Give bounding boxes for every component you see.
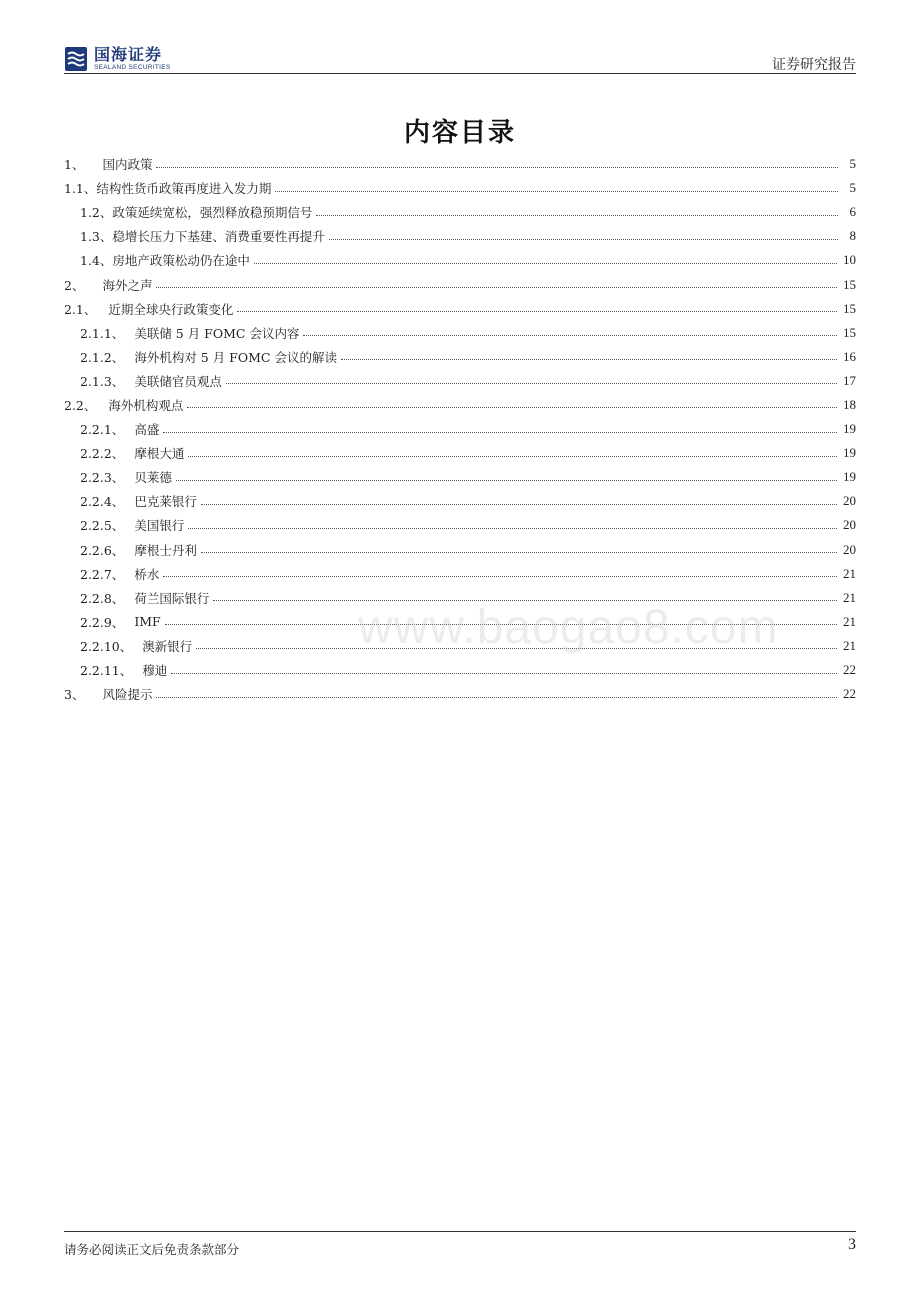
toc-entry-page: 19: [843, 469, 856, 485]
toc-entry[interactable]: [64, 658, 856, 682]
logo-chinese-name: 国海证券: [94, 44, 163, 64]
toc-entry-number: 1、: [64, 157, 85, 173]
toc-entry-page: 5: [849, 156, 856, 172]
toc-entry-title: 海外机构观点: [108, 397, 184, 413]
toc-dot-leader: [156, 697, 837, 698]
toc-entry[interactable]: [64, 152, 856, 176]
toc-entry-title: 荷兰国际银行: [134, 590, 210, 606]
toc-entry-number: 3、: [64, 687, 85, 703]
toc-entry-number: 2.1.2、: [80, 349, 125, 365]
toc-entry-number: 2.1、: [64, 301, 97, 317]
toc-dot-leader: [201, 552, 837, 553]
toc-entry[interactable]: [64, 321, 856, 345]
toc-entry-page: 22: [843, 686, 856, 702]
toc-entry-title: 国内政策: [102, 157, 153, 173]
toc-dot-leader: [329, 239, 838, 240]
toc-dot-leader: [341, 359, 837, 360]
toc-entry[interactable]: [64, 176, 856, 200]
document-type: 证券研究报告: [772, 57, 856, 73]
toc-entry-number: 1.4、: [80, 253, 113, 269]
toc-entry[interactable]: [64, 272, 856, 296]
toc-entry[interactable]: [64, 610, 856, 634]
toc-dot-leader: [213, 600, 837, 601]
toc-entry-page: 6: [849, 204, 856, 220]
toc-entry-title: 政策延续宽松，强烈释放稳预期信号: [112, 205, 313, 221]
toc-entry-number: 2.2.9、: [80, 614, 125, 630]
toc-entry-number: 2.2.5、: [80, 518, 125, 534]
toc-entry-page: 19: [843, 421, 856, 437]
table-of-contents: [64, 152, 856, 706]
page-header: [64, 44, 856, 76]
toc-entry-page: 17: [843, 372, 856, 388]
toc-entry-title: 结构性货币政策再度进入发力期: [96, 181, 272, 197]
toc-entry-page: 21: [843, 589, 856, 605]
watermark: www.baogao8.com: [358, 601, 779, 654]
toc-entry-number: 1.2、: [80, 205, 113, 221]
toc-dot-leader: [187, 407, 837, 408]
toc-entry-page: 5: [849, 180, 856, 196]
footer-divider: [64, 1231, 856, 1232]
toc-dot-leader: [254, 263, 837, 264]
toc-dot-leader: [226, 383, 837, 384]
disclaimer-text: 请务必阅读正文后免责条款部分: [64, 1242, 240, 1257]
toc-entry[interactable]: [64, 634, 856, 658]
toc-dot-leader: [176, 480, 837, 481]
toc-dot-leader: [201, 504, 837, 505]
toc-entry-number: 2.2.10、: [80, 638, 133, 654]
toc-entry[interactable]: [64, 538, 856, 562]
toc-entry[interactable]: [64, 200, 856, 224]
toc-entry-title: 风险提示: [102, 687, 153, 703]
toc-entry-page: 20: [843, 493, 856, 509]
toc-dot-leader: [237, 311, 837, 312]
header-divider: [64, 73, 856, 74]
toc-dot-leader: [196, 648, 837, 649]
toc-entry-title: 近期全球央行政策变化: [108, 301, 234, 317]
toc-entry-number: 2.1.3、: [80, 373, 125, 389]
toc-entry[interactable]: [64, 345, 856, 369]
toc-entry-title: 摩根大通: [134, 446, 185, 462]
toc-entry-title: 稳增长压力下基建、消费重要性再提升: [112, 229, 325, 245]
sealand-logo-icon: [64, 46, 88, 72]
toc-dot-leader: [171, 673, 837, 674]
toc-entry-number: 2.1.1、: [80, 325, 125, 341]
toc-entry-page: 15: [843, 300, 856, 316]
toc-entry-title: 穆迪: [142, 663, 168, 679]
toc-entry-page: 8: [849, 228, 856, 244]
toc-entry[interactable]: [64, 562, 856, 586]
toc-entry-title: 房地产政策松动仍在途中: [112, 253, 250, 269]
toc-entry[interactable]: [64, 297, 856, 321]
toc-entry-title: 海外机构对 5 月 FOMC 会议的解读: [134, 349, 337, 365]
toc-entry[interactable]: [64, 224, 856, 248]
toc-dot-leader: [156, 167, 838, 168]
toc-entry-title: 澳新银行: [142, 638, 193, 654]
toc-entry-page: 15: [843, 276, 856, 292]
toc-entry-page: 20: [843, 541, 856, 557]
toc-dot-leader: [303, 335, 837, 336]
toc-entry-number: 2.2.4、: [80, 494, 125, 510]
toc-entry[interactable]: [64, 586, 856, 610]
toc-dot-leader: [156, 287, 837, 288]
toc-entry-number: 2.2.3、: [80, 470, 125, 486]
toc-entry-number: 2.2.11、: [80, 663, 133, 679]
toc-entry-title: 贝莱德: [134, 470, 172, 486]
toc-entry-title: 美国银行: [134, 518, 185, 534]
page-number: 3: [848, 1236, 856, 1253]
toc-entry-title: 高盛: [134, 422, 160, 438]
toc-dot-leader: [316, 215, 838, 216]
toc-entry-number: 1.3、: [80, 229, 113, 245]
toc-entry-number: 1.1、: [64, 181, 97, 197]
company-logo: [64, 44, 171, 74]
toc-dot-leader: [188, 528, 837, 529]
toc-entry-page: 16: [843, 348, 856, 364]
toc-entry[interactable]: [64, 465, 856, 489]
toc-entry-number: 2.2.1、: [80, 422, 125, 438]
toc-entry-number: 2.2.6、: [80, 542, 125, 558]
toc-entry[interactable]: [64, 489, 856, 513]
toc-entry[interactable]: [64, 682, 856, 706]
toc-dot-leader: [165, 624, 837, 625]
toc-entry-page: 21: [843, 565, 856, 581]
toc-entry[interactable]: [64, 513, 856, 537]
toc-entry-title: 摩根士丹利: [134, 542, 197, 558]
toc-entry-page: 21: [843, 637, 856, 653]
toc-entry-page: 10: [843, 252, 856, 268]
toc-entry-number: 2.2.8、: [80, 590, 125, 606]
toc-entry-number: 2.2.2、: [80, 446, 125, 462]
toc-entry-title: 美联储 5 月 FOMC 会议内容: [134, 325, 300, 341]
toc-entry-number: 2.2.7、: [80, 566, 125, 582]
toc-entry-page: 20: [843, 517, 856, 533]
toc-entry-title: 桥水: [134, 566, 160, 582]
toc-entry-page: 21: [843, 613, 856, 629]
toc-entry[interactable]: [64, 441, 856, 465]
toc-entry-page: 22: [843, 662, 856, 678]
toc-entry[interactable]: [64, 417, 856, 441]
toc-entry-number: 2.2、: [64, 397, 97, 413]
toc-dot-leader: [275, 191, 838, 192]
toc-entry-page: 19: [843, 445, 856, 461]
toc-entry-title: 美联储官员观点: [134, 373, 222, 389]
toc-dot-leader: [188, 456, 837, 457]
toc-title: 内容目录: [403, 118, 516, 148]
toc-entry[interactable]: [64, 248, 856, 272]
toc-entry[interactable]: [64, 393, 856, 417]
toc-entry-page: 15: [843, 324, 856, 340]
toc-entry-number: 2、: [64, 277, 85, 293]
toc-entry-title: 巴克莱银行: [134, 494, 197, 510]
toc-entry-title: 海外之声: [102, 277, 153, 293]
toc-entry-title: IMF: [134, 614, 161, 630]
toc-dot-leader: [163, 576, 837, 577]
logo-english-name: SEALAND SECURITIES: [94, 63, 171, 71]
toc-entry[interactable]: [64, 369, 856, 393]
toc-dot-leader: [163, 432, 837, 433]
toc-entry-page: 18: [843, 396, 856, 412]
